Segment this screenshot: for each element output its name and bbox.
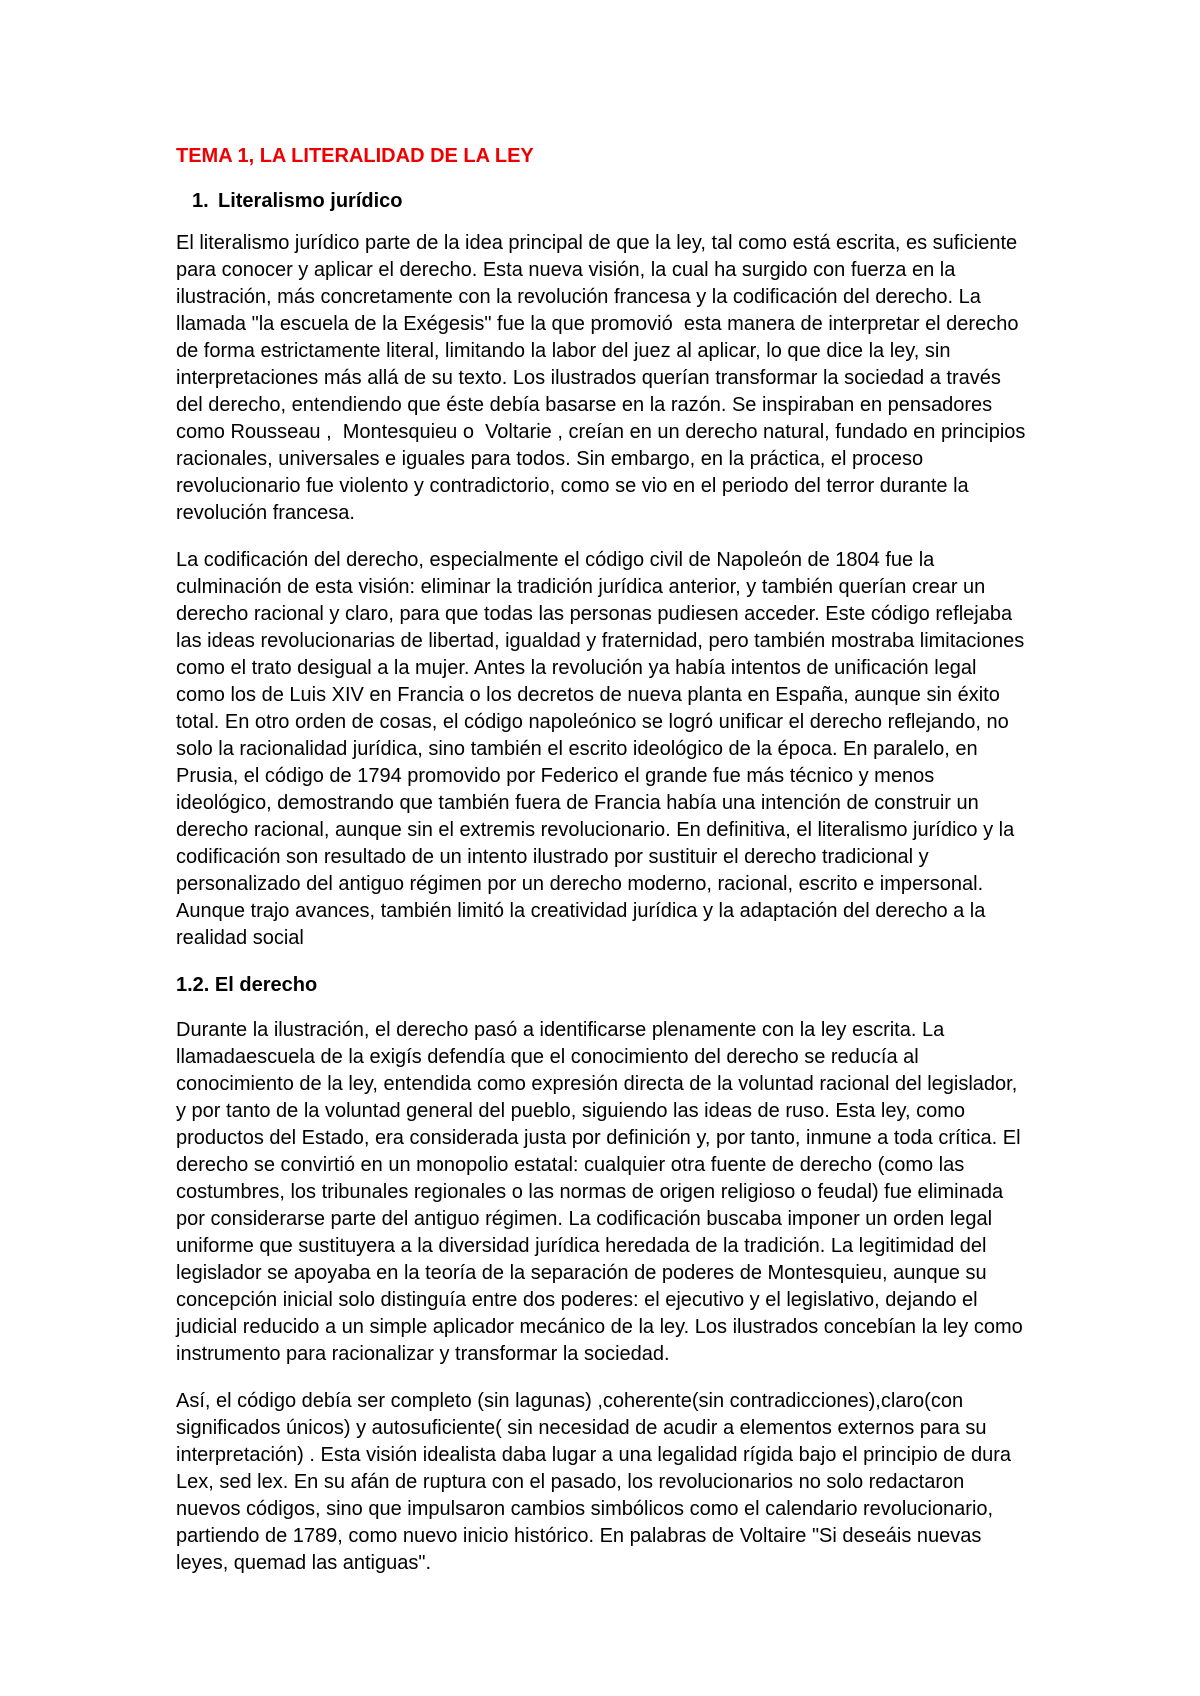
document-page bbox=[176, 143, 1046, 1597]
text-line: ilustración, más concretamente con la revolución francesa y la codificación del derecho. La bbox=[176, 286, 981, 308]
text-line: derecho se convirtió en un monopolio estatal: cualquier otra fuente de derecho (como las bbox=[176, 1154, 965, 1176]
text-line: costumbres, los tribunales regionales o las normas de origen religioso o feudal) fue eliminada bbox=[176, 1181, 1004, 1203]
text-line: y por tanto de la voluntad general del pueblo, siguiendo las ideas de ruso. Esta ley, como bbox=[176, 1100, 966, 1122]
text-line: leyes, quemad las antiguas". bbox=[176, 1552, 432, 1574]
text-line: partiendo de 1789, como nuevo inicio histórico. En palabras de Voltaire "Si deseáis nuevas bbox=[176, 1525, 982, 1547]
list-number: 1. bbox=[192, 190, 209, 212]
text-line: racionales, universales e iguales para todos. Sin embargo, en la práctica, el proceso bbox=[176, 448, 924, 470]
text-line: las ideas revolucionarias de libertad, igualdad y fraternidad, pero también mostraba limitaciones bbox=[176, 630, 1025, 652]
text-line: uniforme que sustituyera a la diversidad jurídica heredada de la tradición. La legitimidad del bbox=[176, 1235, 987, 1257]
text-line: conocimiento de la ley, entendida como expresión directa de la voluntad racional del legislador, bbox=[176, 1073, 1018, 1095]
paragraph bbox=[176, 1017, 1046, 1368]
text-line: legislador se apoyaba en la teoría de la separación de poderes de Montesquieu, aunque su bbox=[176, 1262, 987, 1284]
text-line: Lex, sed lex. En su afán de ruptura con el pasado, los revolucionarios no solo redactaron bbox=[176, 1471, 965, 1493]
text-line: interpretación) . Esta visión idealista daba lugar a una legalidad rígida bajo el principio de dura bbox=[176, 1444, 1011, 1466]
text-line: significados únicos) y autosuficiente( sin necesidad de acudir a elementos externos para su bbox=[176, 1417, 987, 1439]
text-line: para conocer y aplicar el derecho. Esta nueva visión, la cual ha surgido con fuerza en la bbox=[176, 259, 956, 281]
text-line: Prusia, el código de 1794 promovido por Federico el grande fue más técnico y menos bbox=[176, 765, 935, 787]
text-line: culminación de esta visión: eliminar la tradición jurídica anterior, y también querían crear un bbox=[176, 576, 986, 598]
text-line: revolucionario fue violento y contradictorio, como se vio en el periodo del terror durante la bbox=[176, 475, 969, 497]
text-line: Aunque trajo avances, también limitó la creatividad jurídica y la adaptación del derecho a la bbox=[176, 900, 986, 922]
text-line: derecho racional y claro, para que todas las personas pudiesen acceder. Este código reflejaba bbox=[176, 603, 1013, 625]
text-line: como el trato desigual a la mujer. Antes la revolución ya había intentos de unificación legal bbox=[176, 657, 977, 679]
text-line: personalizado del antiguo régimen por un derecho moderno, racional, escrito e impersonal. bbox=[176, 873, 984, 895]
paragraph bbox=[176, 1388, 1046, 1577]
text-line: de forma estrictamente literal, limitando la labor del juez al aplicar, lo que dice la ley, sin bbox=[176, 340, 951, 362]
text-line: del derecho, entendiendo que éste debía basarse en la razón. Se inspiraban en pensadores bbox=[176, 394, 993, 416]
text-line: judicial reducido a un simple aplicador mecánico de la ley. Los ilustrados concebían la ley como bbox=[176, 1316, 1023, 1338]
text-line: llamada "la escuela de la Exégesis" fue la que promovió esta manera de interpretar el derecho bbox=[176, 313, 1019, 335]
text-line: interpretaciones más allá de su texto. Los ilustrados querían transformar la sociedad a través bbox=[176, 367, 1001, 389]
document-title: TEMA 1, LA LITERALIDAD DE LA LEY bbox=[176, 145, 534, 167]
paragraph bbox=[176, 230, 1046, 527]
section-heading-literalismo bbox=[176, 188, 1046, 215]
text-line: como Rousseau , Montesquieu o Voltarie , creían en un derecho natural, fundado en principios bbox=[176, 421, 1026, 443]
text-line: como los de Luis XIV en Francia o los decretos de nueva planta en España, aunque sin éxito bbox=[176, 684, 1000, 706]
text-line: La codificación del derecho, especialmente el código civil de Napoleón de 1804 fue la bbox=[176, 549, 935, 571]
text-line: solo la racionalidad jurídica, sino también el escrito ideológico de la época. En paralelo, en bbox=[176, 738, 978, 760]
text-line: llamadaescuela de la exigís defendía que el conocimiento del derecho se reducía al bbox=[176, 1046, 919, 1068]
text-line: ideológico, demostrando que también fuera de Francia había una intención de construir un bbox=[176, 792, 979, 814]
text-line: codificación son resultado de un intento ilustrado por sustituir el derecho tradicional y bbox=[176, 846, 929, 868]
text-line: por considerarse parte del antiguo régimen. La codificación buscaba imponer un orden legal bbox=[176, 1208, 993, 1230]
text-line: derecho racional, aunque sin el extremis revolucionario. En definitiva, el literalismo jurídico y la bbox=[176, 819, 1015, 841]
paragraph bbox=[176, 547, 1046, 952]
text-line: Durante la ilustración, el derecho pasó a identificarse plenamente con la ley escrita. La bbox=[176, 1019, 945, 1041]
section-heading-text: Literalismo jurídico bbox=[218, 190, 403, 212]
text-line: instrumento para racionalizar y transformar la sociedad. bbox=[176, 1343, 670, 1365]
section-heading-el-derecho: 1.2. El derecho bbox=[176, 974, 318, 996]
text-line: total. En otro orden de cosas, el código napoleónico se logró unificar el derecho reflejando, no bbox=[176, 711, 1009, 733]
text-line: Así, el código debía ser completo (sin lagunas) ,coherente(sin contradicciones),claro(con bbox=[176, 1390, 964, 1412]
text-line: nuevos códigos, sino que impulsaron cambios simbólicos como el calendario revolucionario, bbox=[176, 1498, 994, 1520]
text-line: El literalismo jurídico parte de la idea principal de que la ley, tal como está escrita, es suficiente bbox=[176, 232, 1018, 254]
text-line: realidad social bbox=[176, 927, 304, 949]
text-line: productos del Estado, era considerada justa por definición y, por tanto, inmune a toda crítica. El bbox=[176, 1127, 1021, 1149]
text-line: revolución francesa. bbox=[176, 502, 355, 524]
text-line: concepción inicial solo distinguía entre dos poderes: el ejecutivo y el legislativo, dejando el bbox=[176, 1289, 978, 1311]
